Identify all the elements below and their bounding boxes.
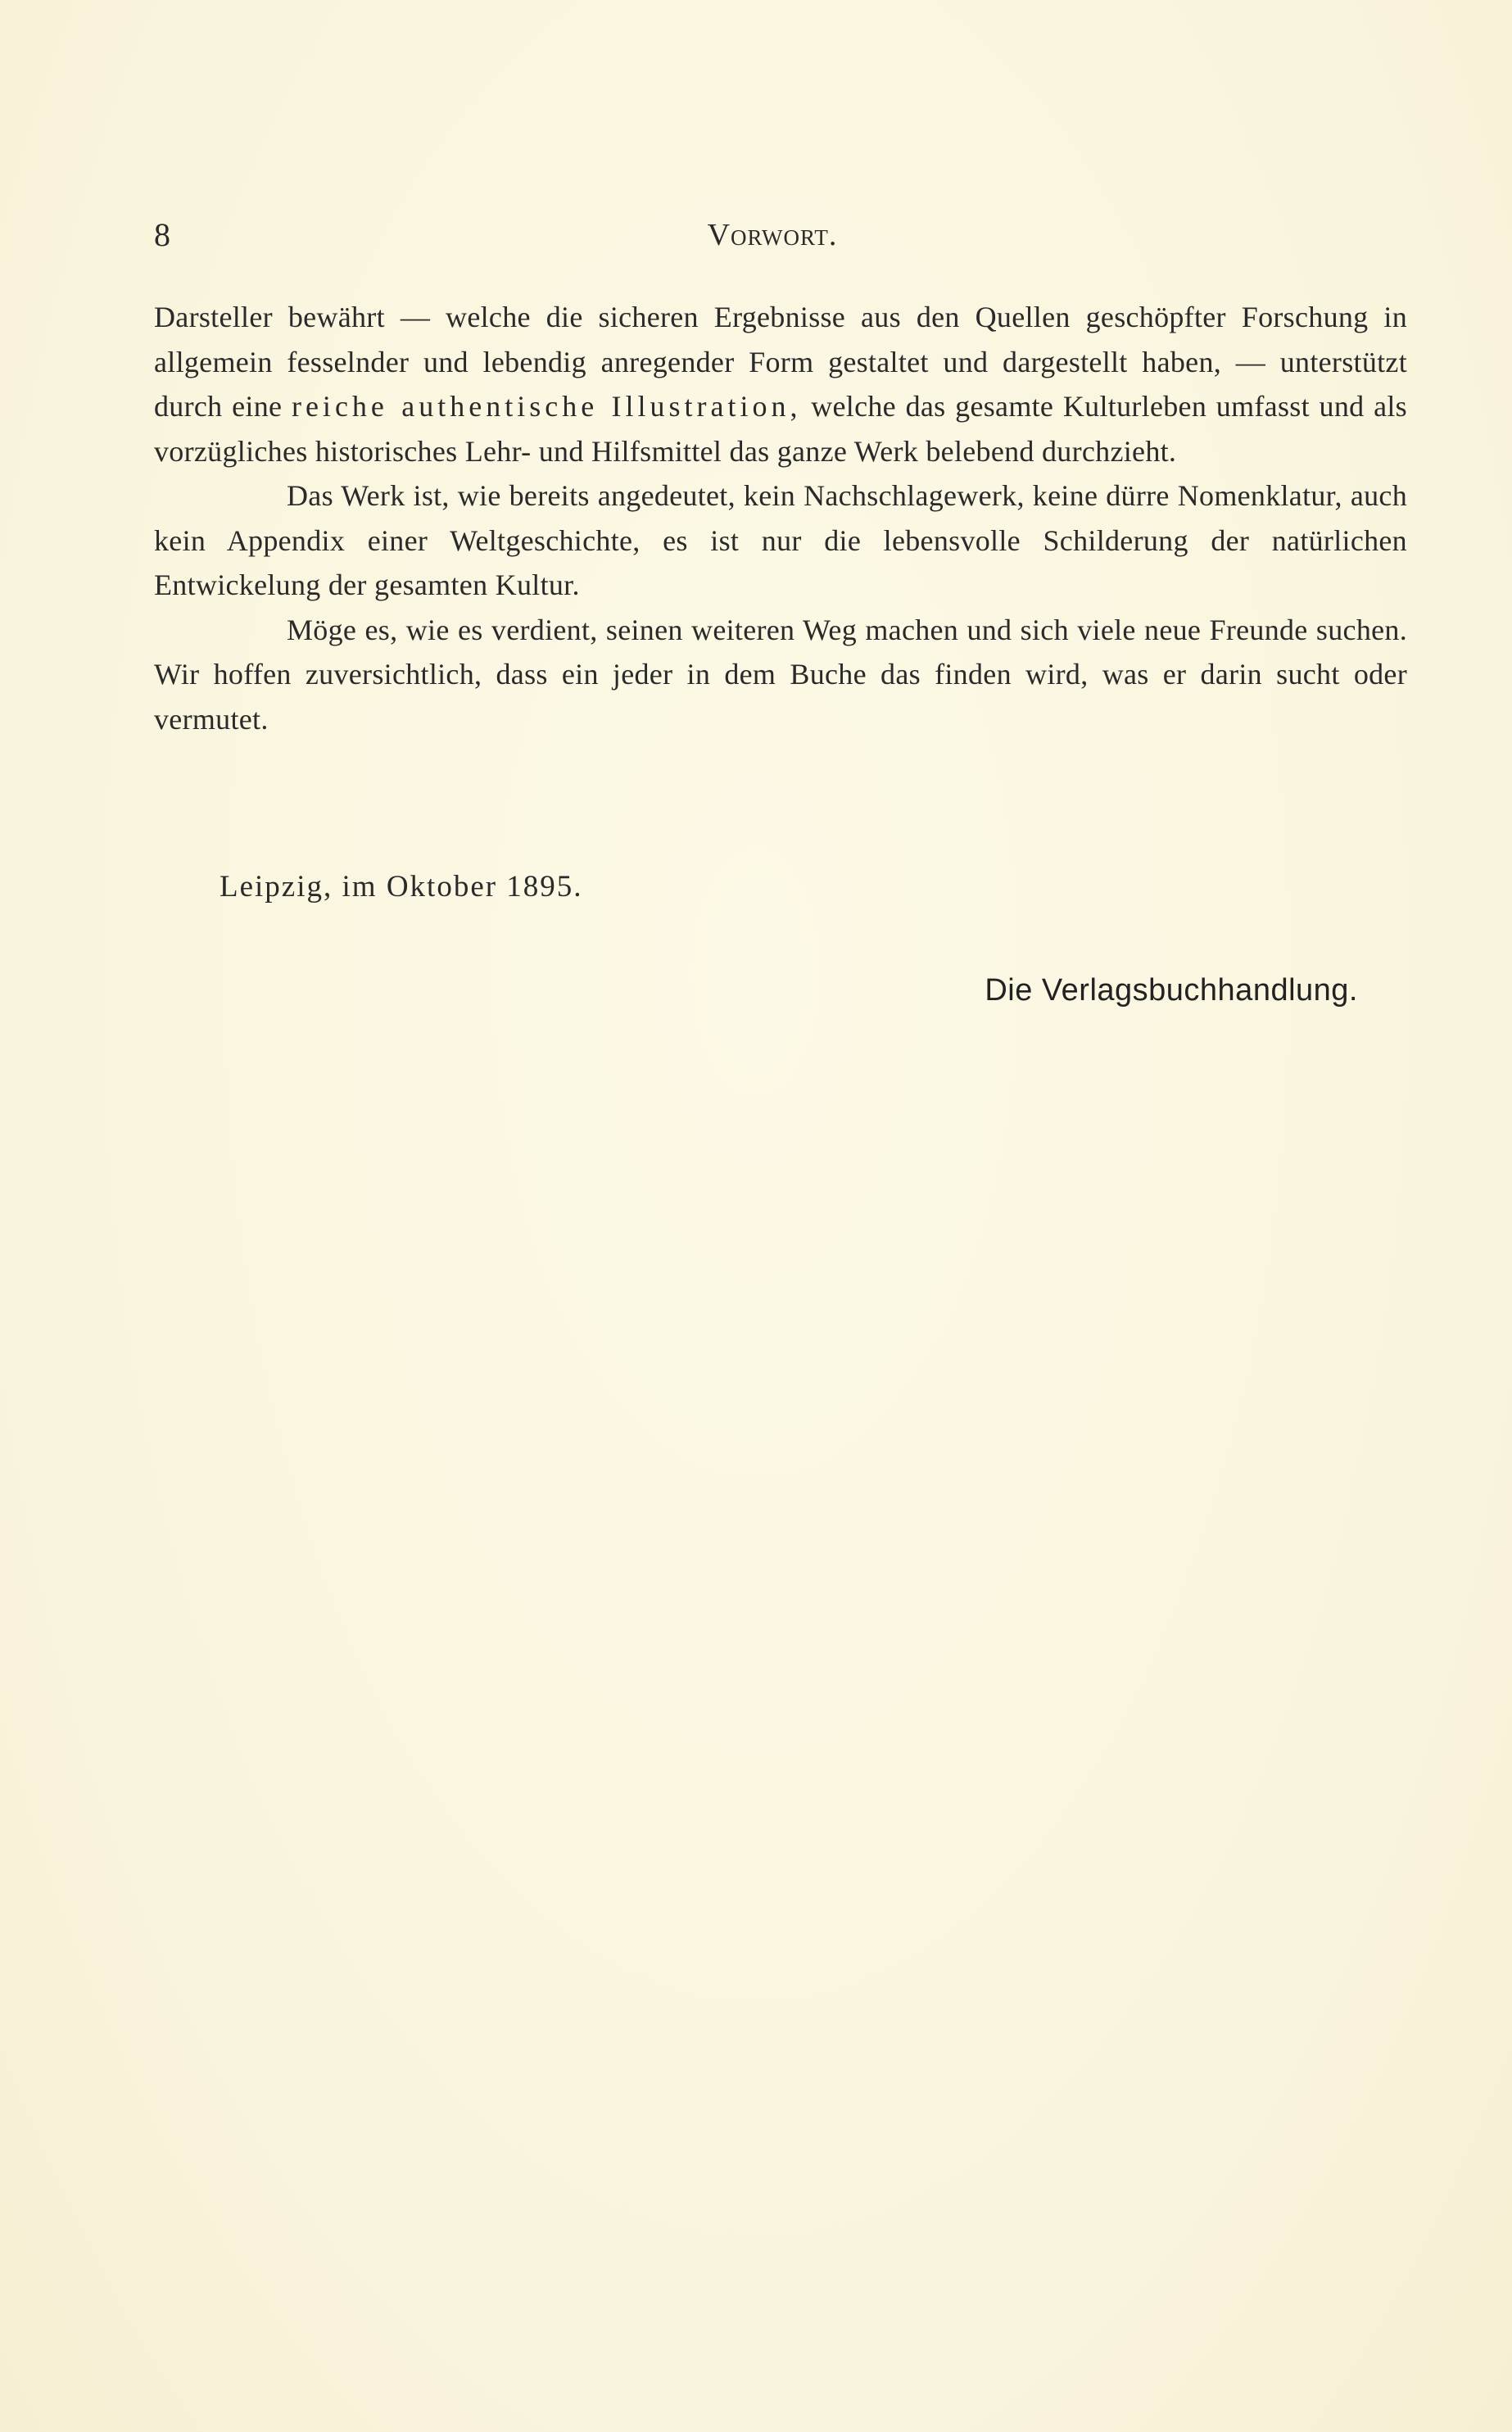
place-date: Leipzig, im Oktober 1895. [220, 870, 583, 904]
running-title: Vorwort. [707, 218, 838, 252]
page-number: 8 [154, 216, 170, 253]
paragraph: Das Werk ist, wie bereits angedeutet, kein Nachschlagewerk, keine dürre Nomenklatur, auch kein Appendix einer Weltgeschichte, es ist nur die lebensvolle Schilderung der natürlichen Entwickelung der gesamten Kultur. [154, 479, 1407, 601]
emphasized-text: reiche authentische Illustration, [291, 390, 802, 423]
body-text [154, 295, 1407, 741]
page-header [154, 215, 1407, 256]
publisher-signature: Die Verlagsbuchhandlung. [985, 973, 1358, 1008]
paragraph-continuation [154, 295, 1407, 473]
paragraph-text: Darsteller bewährt — welche die sicheren Ergebnisse aus den Quellen geschöpfter Forschung in allgemein fesselnder und lebendig anregender Form gestaltet und dargestellt haben, — unterstützt durch eine [154, 301, 1407, 423]
paragraph-text: welche das gesamte Kulturleben umfasst und als vorzügliches historisches Lehr- und Hilfsmittel das ganze Werk belebend durchzieht. [154, 390, 1407, 468]
paragraph: Möge es, wie es verdient, seinen weiteren Weg machen und sich viele neue Freunde suchen. Wir hoffen zuversichtlich, dass ein jeder in dem Buche das finden wird, was er darin sucht oder vermutet. [154, 613, 1407, 736]
